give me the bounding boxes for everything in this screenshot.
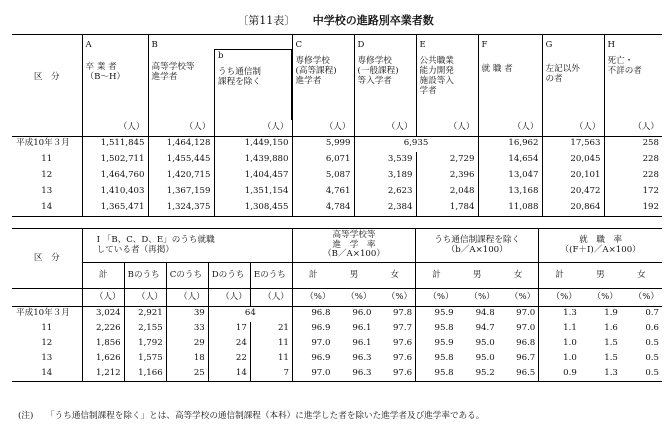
sub-male: 男	[349, 269, 359, 280]
sub-female: 女	[390, 269, 400, 280]
letter-d: D	[357, 40, 365, 50]
cell-a: 1,502,711	[82, 152, 148, 168]
unit: （%）	[292, 289, 333, 307]
cell-rate: 97.0	[292, 367, 333, 382]
row-year: 11	[41, 323, 53, 334]
cell-rate: 1.0	[539, 337, 580, 352]
cell-rate: 96.9	[292, 352, 333, 367]
unit: （人）	[416, 120, 478, 136]
table-row	[12, 200, 662, 216]
label-e: 公共職業 能力開発 施設等入 学者	[419, 55, 454, 96]
cell-g: 20,101	[542, 168, 604, 184]
cell-i-c: 18	[166, 352, 208, 367]
table-row	[12, 337, 662, 352]
t2-kubun-header: 区 分	[33, 252, 60, 263]
sub-total: 計	[539, 263, 580, 289]
row-year: 12	[41, 170, 53, 181]
sub-of-b: Bのうち	[124, 263, 166, 289]
cell-bb: 1,351,154	[214, 184, 292, 200]
sub-total: 計	[82, 263, 124, 289]
cell-i-b: 1,575	[124, 352, 166, 367]
cell-rate: 95.8	[416, 367, 457, 382]
cell-i-e: 7	[250, 367, 292, 382]
sub-female: 女	[637, 269, 646, 280]
row-year: 11	[41, 154, 53, 165]
cell-a: 1,365,471	[82, 200, 148, 216]
cell-d: 2,384	[354, 200, 416, 216]
cell-i-e: 11	[250, 337, 292, 352]
cell-i-b: 1,792	[124, 337, 166, 352]
cell-bb: 1,449,150	[214, 136, 292, 152]
letter-g: G	[545, 40, 553, 50]
cell-rate: 0.5	[645, 353, 659, 364]
cell-rate: 1.6	[604, 323, 618, 334]
cell-e: 1,784	[416, 200, 478, 216]
cell-rate: 96.0	[352, 308, 372, 319]
cell-b: 1,420,715	[148, 168, 214, 184]
cell-rate: 95.9	[416, 307, 457, 322]
cell-i-b: 2,921	[124, 307, 166, 322]
sub-total: 計	[292, 263, 333, 289]
cell-g: 17,563	[542, 136, 604, 152]
label-h: 死亡・ 不詳の者	[607, 55, 642, 76]
cell-i-c: 25	[166, 367, 208, 382]
table-row	[12, 136, 662, 152]
cell-g: 20,472	[542, 184, 604, 200]
row-year: 平成10年３月	[16, 138, 70, 149]
unit: （人）	[166, 289, 208, 307]
group-entry-rate-header: 高等学校等 進 学 率 （B／A×100）	[292, 229, 415, 263]
cell-g: 20,045	[542, 152, 604, 168]
cell-rate: 96.3	[352, 367, 372, 378]
sub-male: 男	[472, 269, 482, 280]
cell-rate: 1.5	[604, 353, 618, 364]
cell-h: 228	[604, 168, 662, 184]
employment-and-rate-table	[12, 228, 662, 382]
cell-b: 1,455,445	[148, 152, 214, 168]
cell-rate: 96.9	[292, 322, 333, 337]
cell-f: 16,962	[478, 136, 542, 152]
table-number: 〔第11表〕	[237, 14, 296, 27]
cell-a: 1,511,845	[82, 136, 148, 152]
cell-c: 5,999	[292, 136, 354, 152]
footnote-text: 「うち通信制課程を除く」とは、高等学校の通信制課程（本科）に進学した者を除いた進学者及び進学率である。	[46, 411, 485, 421]
t1-header-bb	[214, 35, 292, 121]
cell-i-total: 1,626	[82, 352, 124, 367]
unit: （人）	[148, 120, 214, 136]
row-year: 14	[41, 367, 53, 378]
cell-i-total: 1,212	[82, 367, 124, 382]
cell-c: 4,784	[292, 200, 354, 216]
sub-total: 計	[416, 263, 457, 289]
unit: （%）	[580, 289, 621, 307]
cell-rate: 96.1	[352, 323, 372, 334]
unit: （%）	[498, 289, 539, 307]
t1-header-row	[12, 35, 662, 121]
unit: （%）	[621, 289, 662, 307]
cell-e: 2,729	[416, 152, 478, 168]
t2-unit-row	[12, 289, 662, 307]
cell-h: 258	[604, 136, 662, 152]
cell-i-d: 14	[208, 367, 250, 382]
cell-rate: 0.5	[645, 367, 659, 378]
cell-rate: 96.3	[352, 353, 372, 364]
unit: （%）	[457, 289, 498, 307]
table-row	[12, 168, 662, 184]
cell-rate: 97.8	[392, 308, 413, 319]
t2-group-header-row	[12, 229, 662, 263]
cell-rate: 95.8	[416, 352, 457, 367]
sub-female: 女	[513, 269, 523, 280]
table-row	[12, 322, 662, 337]
row-year: 14	[41, 201, 53, 212]
row-year: 13	[41, 353, 53, 364]
cell-h: 192	[604, 200, 662, 216]
cell-rate: 95.0	[475, 353, 495, 364]
cell-rate: 1.3	[604, 367, 618, 378]
cell-i-e: 21	[250, 322, 292, 337]
label-f: 就 職 者	[481, 63, 513, 74]
letter-h: H	[607, 40, 615, 50]
table-row	[12, 352, 662, 367]
letter-b: B	[151, 40, 158, 50]
unit: （人）	[82, 289, 124, 307]
cell-i-c: 39	[166, 307, 208, 322]
unit: （%）	[375, 289, 416, 307]
cell-d: 2,623	[354, 184, 416, 200]
cell-rate: 97.0	[292, 337, 333, 352]
cell-i-de: 64	[208, 307, 292, 322]
cell-rate: 95.8	[416, 322, 457, 337]
cell-rate: 96.5	[516, 367, 536, 378]
cell-d: 3,189	[354, 168, 416, 184]
group-employed-header: I 「B、C、D、E」のうち就職 している者（再掲）	[82, 229, 292, 263]
cell-d: 3,539	[354, 152, 416, 168]
unit: （人）	[208, 289, 250, 307]
group-excl-correspondence-header: うち通信制課程を除く （b／A×100）	[416, 229, 539, 263]
unit: （%）	[539, 289, 580, 307]
cell-rate: 97.0	[516, 308, 536, 319]
row-year: 13	[41, 186, 53, 197]
cell-i-b: 1,166	[124, 367, 166, 382]
cell-rate: 97.7	[392, 323, 413, 334]
cell-a: 1,410,403	[82, 184, 148, 200]
cell-rate: 96.1	[352, 338, 372, 349]
t1-header-e	[416, 35, 478, 121]
cell-rate: 94.8	[475, 308, 495, 319]
label-b: 高等学校等 進学者	[151, 61, 195, 82]
graduates-by-path-table	[12, 34, 662, 217]
cell-i-d: 22	[208, 352, 250, 367]
cell-rate: 97.6	[392, 367, 413, 378]
cell-rate: 1.1	[539, 322, 580, 337]
unit: （人）	[124, 289, 166, 307]
cell-b: 1,324,375	[148, 200, 214, 216]
letter-a: A	[85, 40, 92, 50]
t1-header-d	[354, 35, 416, 121]
unit: （人）	[82, 120, 148, 136]
cell-c: 6,071	[292, 152, 354, 168]
unit: （人）	[250, 289, 292, 307]
label-g: 左記以外 の者	[545, 63, 580, 84]
cell-rate: 0.9	[539, 367, 580, 382]
cell-bb: 1,439,880	[214, 152, 292, 168]
sub-of-e: Eのうち	[250, 263, 292, 289]
cell-i-d: 17	[208, 322, 250, 337]
label-bb: うち通信制 課程を除く	[218, 66, 261, 87]
table-row	[12, 367, 662, 382]
row-year: 平成10年３月	[16, 308, 70, 319]
t1-header-h	[604, 35, 662, 121]
letter-f: F	[481, 40, 488, 50]
table-row	[12, 184, 662, 200]
cell-b: 1,464,128	[148, 136, 214, 152]
t1-kubun-header: 区 分	[33, 71, 60, 82]
cell-rate: 0.7	[645, 308, 659, 319]
cell-i-total: 3,024	[82, 307, 124, 322]
cell-b: 1,367,159	[148, 184, 214, 200]
unit: （人）	[214, 120, 292, 136]
t1-unit-row	[12, 120, 662, 136]
cell-rate: 96.8	[516, 338, 536, 349]
sub-of-d: Dのうち	[208, 263, 250, 289]
cell-c: 4,761	[292, 184, 354, 200]
cell-rate: 1.3	[539, 307, 580, 322]
row-year: 12	[41, 338, 53, 349]
cell-rate: 95.9	[416, 337, 457, 352]
cell-rate: 95.2	[475, 367, 495, 378]
unit: （人）	[292, 120, 354, 136]
cell-rate: 96.8	[292, 307, 333, 322]
cell-e: 2,396	[416, 168, 478, 184]
cell-bb: 1,308,455	[214, 200, 292, 216]
letter-e: E	[419, 40, 426, 50]
t2-sub-header-row	[12, 263, 662, 289]
t1-header-g	[542, 35, 604, 121]
letter-bb: b	[218, 51, 224, 61]
cell-i-b: 2,155	[124, 322, 166, 337]
table-row	[12, 152, 662, 168]
footnote-label: (注)	[18, 411, 34, 421]
cell-bb: 1,404,457	[214, 168, 292, 184]
label-a: 卒 業 者 （B～H）	[85, 61, 126, 82]
cell-i-d: 24	[208, 337, 250, 352]
cell-rate: 1.5	[604, 338, 618, 349]
cell-h: 228	[604, 152, 662, 168]
unit: （人）	[354, 120, 416, 136]
label-d: 専修学校 (一般課程) 等入学者	[357, 55, 399, 86]
cell-rate: 97.6	[392, 353, 413, 364]
cell-c: 5,087	[292, 168, 354, 184]
table-name: 中学校の進路別卒業者数	[312, 14, 434, 27]
sub-of-c: Cのうち	[166, 263, 208, 289]
cell-rate: 96.7	[516, 353, 536, 364]
footnote	[18, 409, 494, 421]
unit: （%）	[333, 289, 374, 307]
cell-i-c: 29	[166, 337, 208, 352]
cell-e: 2,048	[416, 184, 478, 200]
cell-h: 172	[604, 184, 662, 200]
cell-i-c: 33	[166, 322, 208, 337]
table-row	[12, 307, 662, 322]
cell-i-e: 11	[250, 352, 292, 367]
cell-rate: 1.9	[604, 308, 618, 319]
group-employment-rate-header: 就 職 率 （(F＋I)／A×100）	[539, 229, 662, 263]
unit: （人）	[478, 120, 542, 136]
cell-rate: 94.7	[475, 323, 495, 334]
t1-header-f	[478, 35, 542, 121]
cell-rate: 1.0	[539, 352, 580, 367]
cell-f: 14,654	[478, 152, 542, 168]
cell-i-total: 1,856	[82, 337, 124, 352]
sub-male: 男	[596, 269, 605, 280]
cell-rate: 0.5	[645, 338, 659, 349]
cell-i-total: 2,226	[82, 322, 124, 337]
letter-c: C	[295, 40, 303, 50]
t1-header-a	[82, 35, 148, 121]
cell-rate: 95.0	[475, 338, 495, 349]
cell-rate: 97.6	[392, 338, 413, 349]
label-c: 専修学校 (高等課程) 進学者	[295, 55, 337, 86]
cell-f: 13,168	[478, 184, 542, 200]
unit: （%）	[416, 289, 457, 307]
t1-header-b	[148, 35, 214, 121]
cell-f: 11,088	[478, 200, 542, 216]
t1-header-c	[292, 35, 354, 121]
cell-rate: 0.6	[645, 323, 659, 334]
cell-rate: 97.0	[516, 323, 536, 334]
unit: （人）	[604, 120, 662, 136]
cell-de: 6,935	[354, 136, 478, 152]
cell-a: 1,464,760	[82, 168, 148, 184]
unit: （人）	[542, 120, 604, 136]
table-title	[0, 12, 671, 28]
cell-g: 20,864	[542, 200, 604, 216]
cell-f: 13,047	[478, 168, 542, 184]
